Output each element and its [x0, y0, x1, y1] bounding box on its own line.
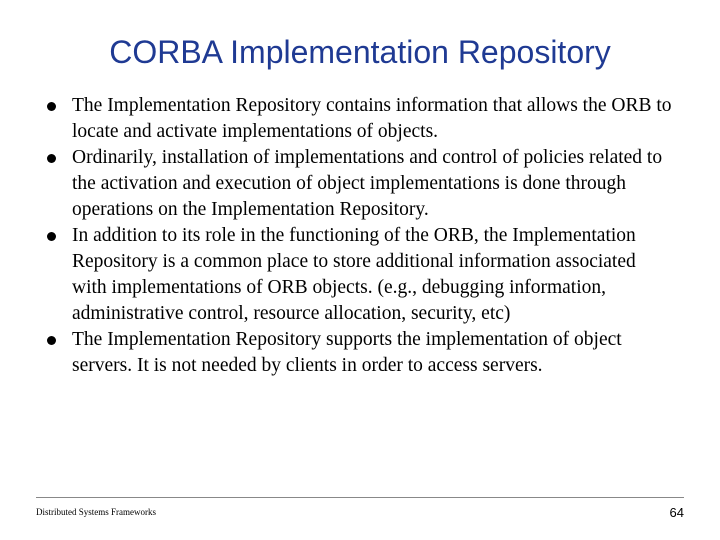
- bullet-item: [0, 145, 672, 223]
- slide-title: CORBA Implementation Repository: [109, 34, 611, 70]
- bullet-dot-icon: [47, 232, 56, 241]
- bullet-dot-icon: [47, 336, 56, 345]
- bullet-text: The Implementation Repository contains information that allows the ORB to locate and activate implementations of objects.: [72, 95, 672, 142]
- bullet-text: In addition to its role in the functioning of the ORB, the Implementation Repository is a common place to store additional information associated with implementations of ORB objects. (e.g., debugging information, administrative control, resource allocation, security, etc): [72, 225, 636, 324]
- bullet-item: [0, 223, 672, 327]
- bullet-list: [0, 93, 720, 379]
- footer-text: Distributed Systems Frameworks: [36, 507, 156, 517]
- bullet-dot-icon: [47, 102, 56, 111]
- bullet-item: [0, 327, 672, 379]
- bullet-dot-icon: [47, 154, 56, 163]
- bullet-item: [0, 93, 672, 145]
- footer-divider: [36, 497, 684, 498]
- bullet-text: Ordinarily, installation of implementations and control of policies related to the activation and execution of object implementations is done through operations on the Implementation Repository.: [72, 147, 663, 220]
- bullet-text: The Implementation Repository supports the implementation of object servers. It is not needed by clients in order to access servers.: [72, 329, 622, 376]
- page-number: 64: [669, 505, 684, 520]
